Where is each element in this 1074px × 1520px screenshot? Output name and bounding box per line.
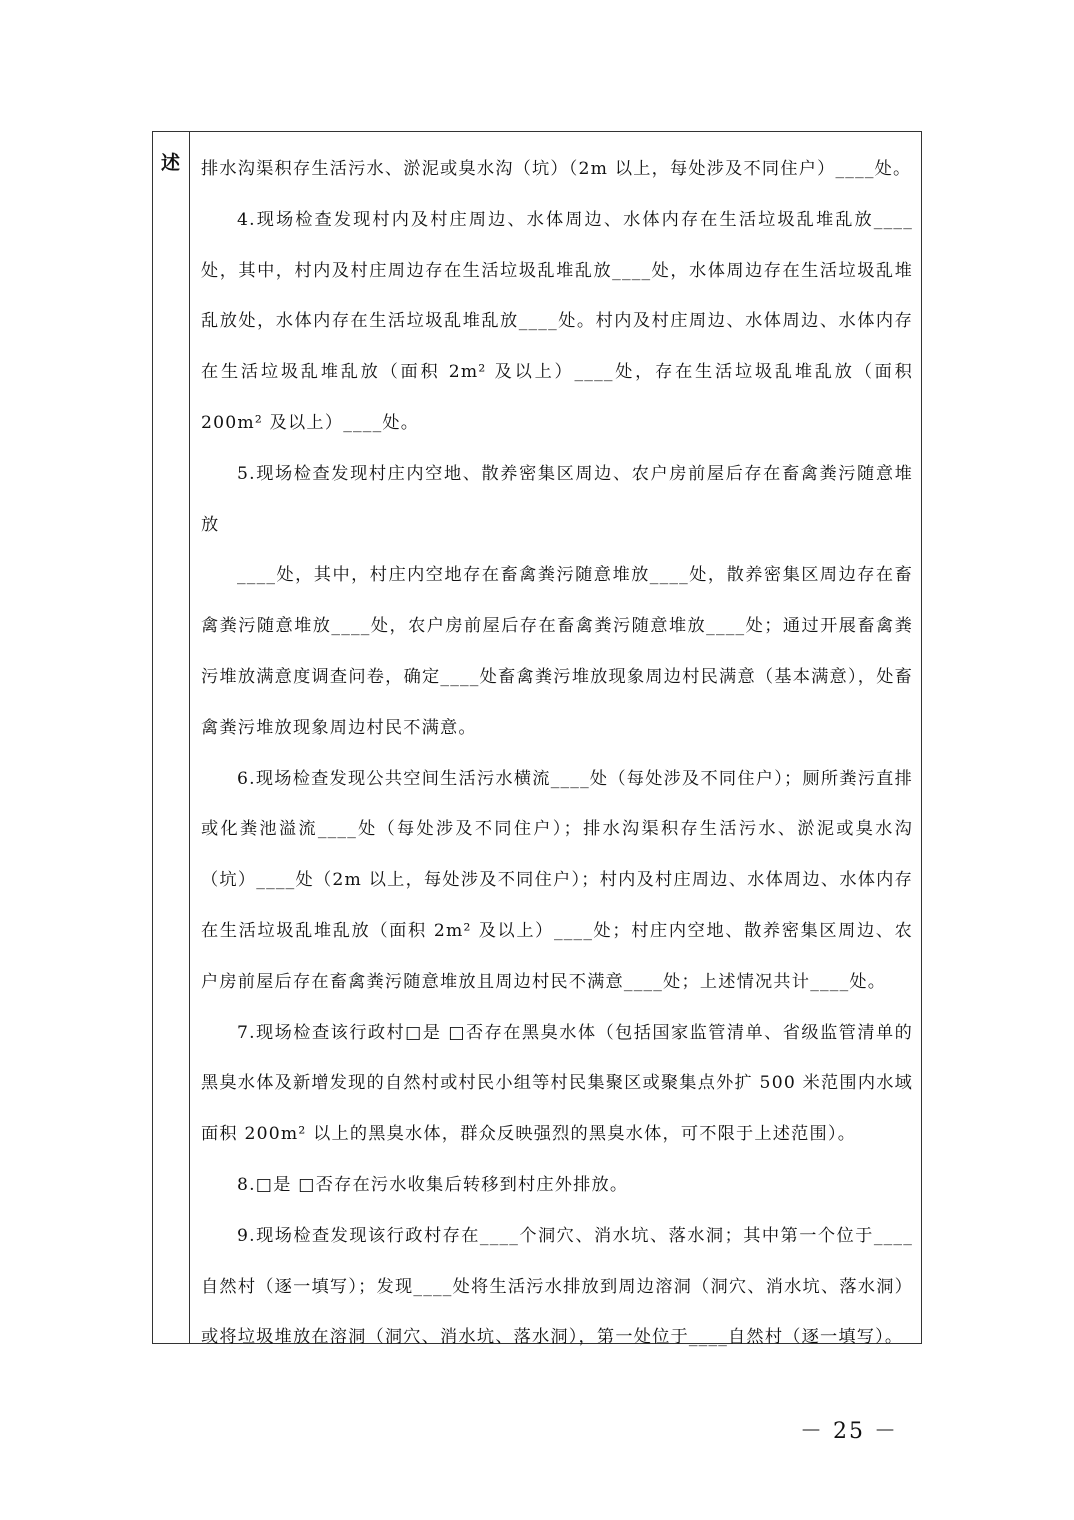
paragraph-p7: 7.现场检查该行政村□是 □否存在黑臭水体（包括国家监管清单、省级监管清单的黑臭水体及新增发现的自然村或村民小组等村民集聚区或聚集点外扩 500 米范围内水域面积 200m² 以上的黑臭水体，群众反映强烈的黑臭水体，可不限于上述范围）。 — [201, 1022, 913, 1145]
paragraph-p0: 排水沟渠积存生活污水、淤泥或臭水沟（坑）（2m 以上，每处涉及不同住户）____处。 — [201, 159, 912, 179]
content-cell — [201, 144, 913, 1363]
paragraph-p9: 9.现场检查发现该行政村存在____个洞穴、消水坑、落水洞；其中第一个位于____自然村（逐一填写）；发现____处将生活污水排放到周边溶洞（洞穴、消水坑、落水洞）或将垃圾堆放在溶洞（洞穴、消水坑、落水洞），第一处位于____自然村（逐一填写）。 — [201, 1225, 913, 1348]
form-table — [152, 131, 922, 1348]
paragraph-p5b: ____处，其中，村庄内空地存在畜禽粪污随意堆放____处，散养密集区周边存在畜禽粪污随意堆放____处，农户房前屋后存在畜禽粪污随意堆放____处；通过开展畜禽粪污堆放满意度调查问卷，确定____处畜禽粪污堆放现象周边村民满意（基本满意），处畜禽粪污堆放现象周边村民不满意。 — [201, 565, 913, 738]
paragraph-p8: 8.□是 □否存在污水收集后转移到村庄外排放。 — [237, 1174, 629, 1195]
paragraph-p4: 4.现场检查发现村内及村庄周边、水体周边、水体内存在生活垃圾乱堆乱放____处，其中，村内及村庄周边存在生活垃圾乱堆乱放____处，水体周边存在生活垃圾乱堆乱放处，水体内存在生活垃圾乱堆乱放____处。村内及村庄周边、水体周边、水体内存在生活垃圾乱堆乱放（面积 2m² 及以上）____处，存在生活垃圾乱堆乱放（面积 200m² 及以上）____处。 — [201, 209, 913, 433]
paragraph-p6: 6.现场检查发现公共空间生活污水横流____处（每处涉及不同住户）；厕所粪污直排或化粪池溢流____处（每处涉及不同住户）；排水沟渠积存生活污水、淤泥或臭水沟（坑）____处（2m 以上，每处涉及不同住户）；村内及村庄周边、水体周边、水体内存在生活垃圾乱堆乱放（面积 2m² 及以上）____处；村庄内空地、散养密集区周边、农户房前屋后存在畜禽粪污随意堆放且周边村民不满意____处；上述情况共计____处。 — [201, 768, 913, 992]
row-label: 述 — [160, 152, 180, 174]
row-label-cell — [153, 132, 190, 1343]
paragraph-p5a: 5.现场检查发现村庄内空地、散养密集区周边、农户房前屋后存在畜禽粪污随意堆放 — [201, 463, 913, 535]
page-number: － 25 － — [800, 1419, 898, 1444]
